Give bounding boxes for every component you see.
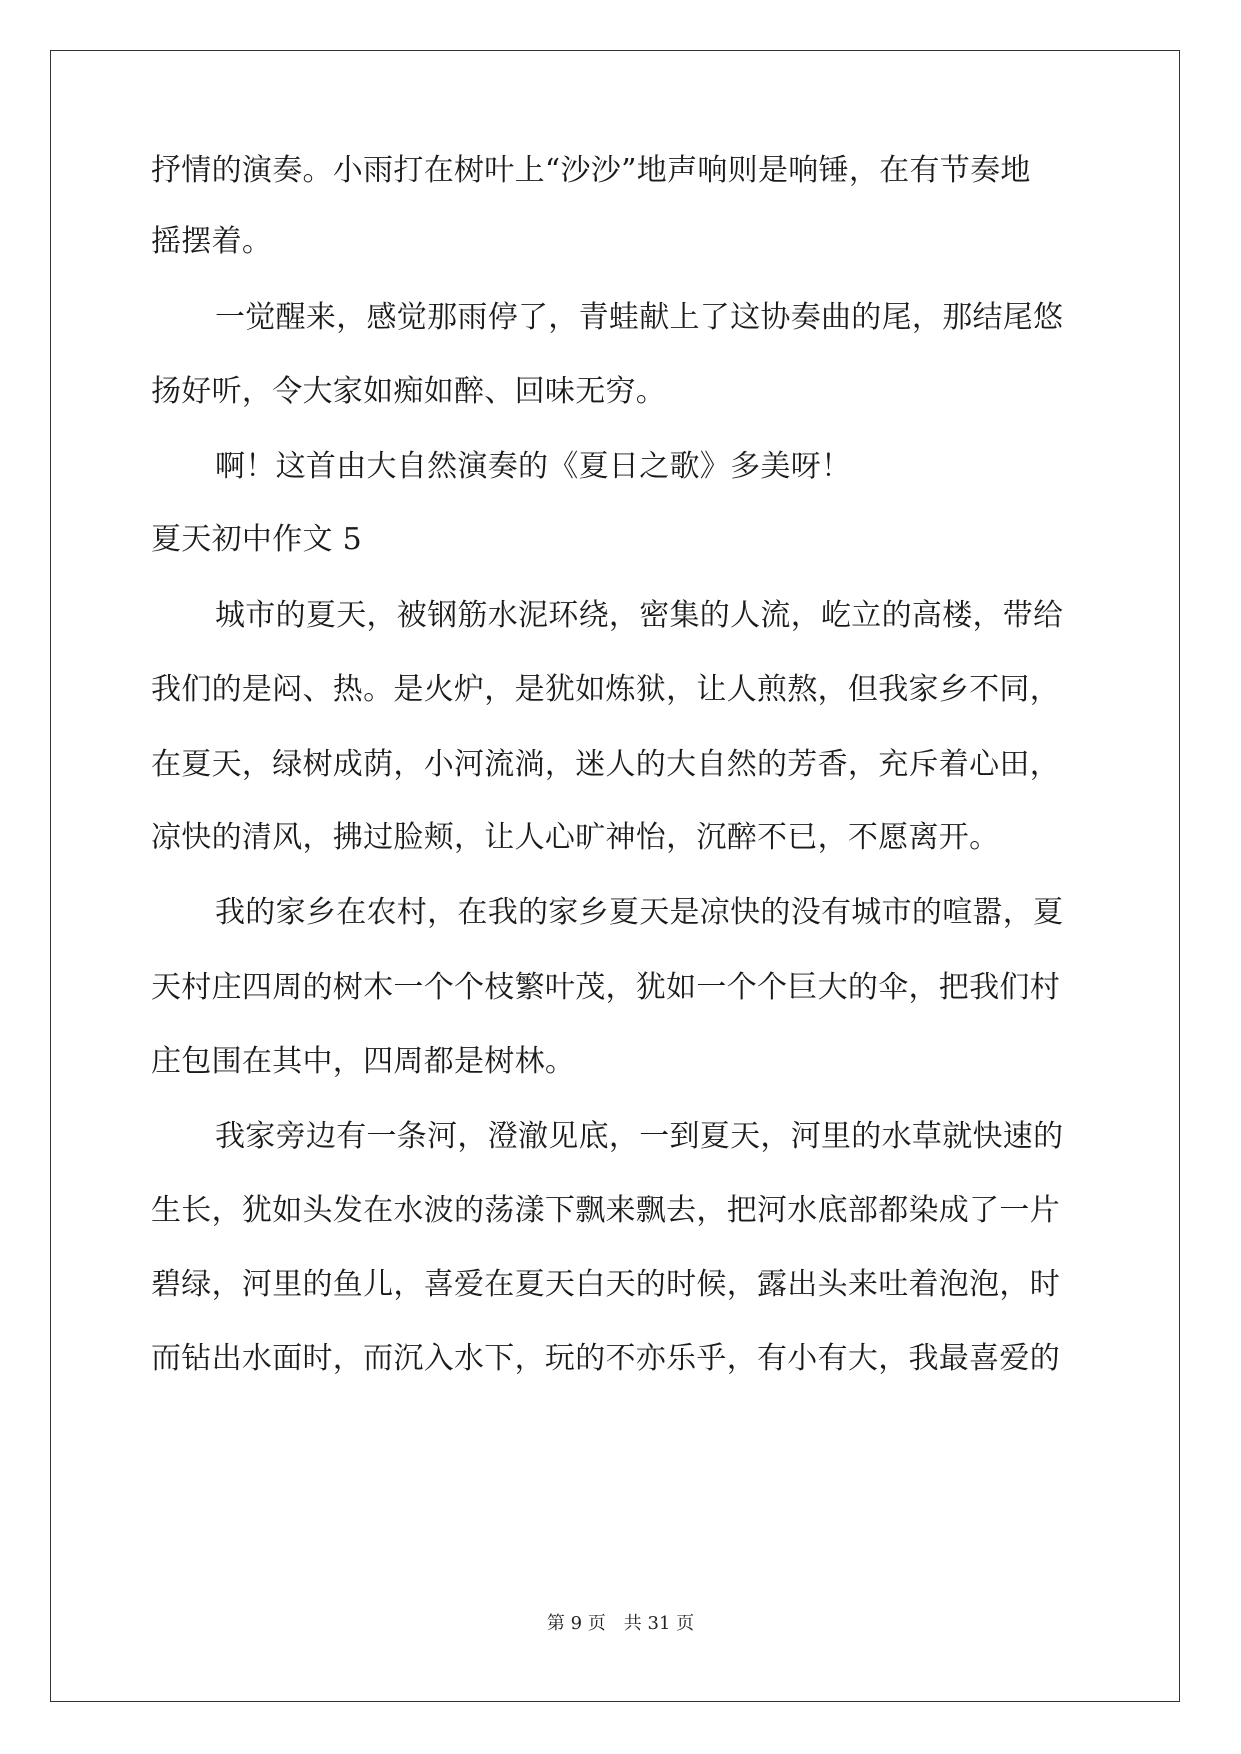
text-line: 碧绿，河里的鱼儿，喜爱在夏天白天的时候，露出头来吐着泡泡，时 [151,1267,1060,1302]
text-line: 我们的是闷、热。是火炉，是犹如炼狱，让人煎熬，但我家乡不同， [151,672,1060,707]
text-line: 生长，犹如头发在水波的荡漾下飘来飘去，把河水底部都染成了一片 [151,1193,1060,1228]
paragraph-start-line: 我家旁边有一条河，澄澈见底，一到夏天，河里的水草就快速的 [215,1119,1064,1154]
paragraph-start-line: 一觉醒来，感觉那雨停了，青蛙献上了这协奏曲的尾，那结尾悠 [215,300,1064,335]
text-line: 天村庄四周的树木一个个枝繁叶茂，犹如一个个巨大的伞，把我们村 [151,970,1060,1005]
page-number-footer: 第 9 页 共 31 页 [546,1613,695,1634]
text-line: 在夏天，绿树成荫，小河流淌，迷人的大自然的芳香，充斥着心田， [151,747,1060,782]
text-line: 抒情的演奏。小雨打在树叶上“沙沙”地声响则是响锤，在有节奏地 [151,153,1031,188]
text-line: 庄包围在其中，四周都是树林。 [151,1044,576,1079]
text-line: 凉快的清风，拂过脸颊，让人心旷神怡，沉醉不已，不愿离开。 [151,820,1000,855]
paragraph-start-line: 城市的夏天，被钢筋水泥环绕，密集的人流，屹立的高楼，带给 [215,598,1064,633]
section-heading: 夏天初中作文 5 [151,522,363,557]
paragraph-start-line: 啊！这首由大自然演奏的《夏日之歌》多美呀！ [215,449,852,484]
paragraph-start-line: 我的家乡在农村，在我的家乡夏天是凉快的没有城市的喧嚣，夏 [215,895,1064,930]
text-line: 扬好听，令大家如痴如醉、回味无穷。 [151,374,667,409]
text-line: 摇摆着。 [151,224,273,259]
text-line: 而钻出水面时，而沉入水下，玩的不亦乐乎，有小有大，我最喜爱的 [151,1341,1060,1376]
